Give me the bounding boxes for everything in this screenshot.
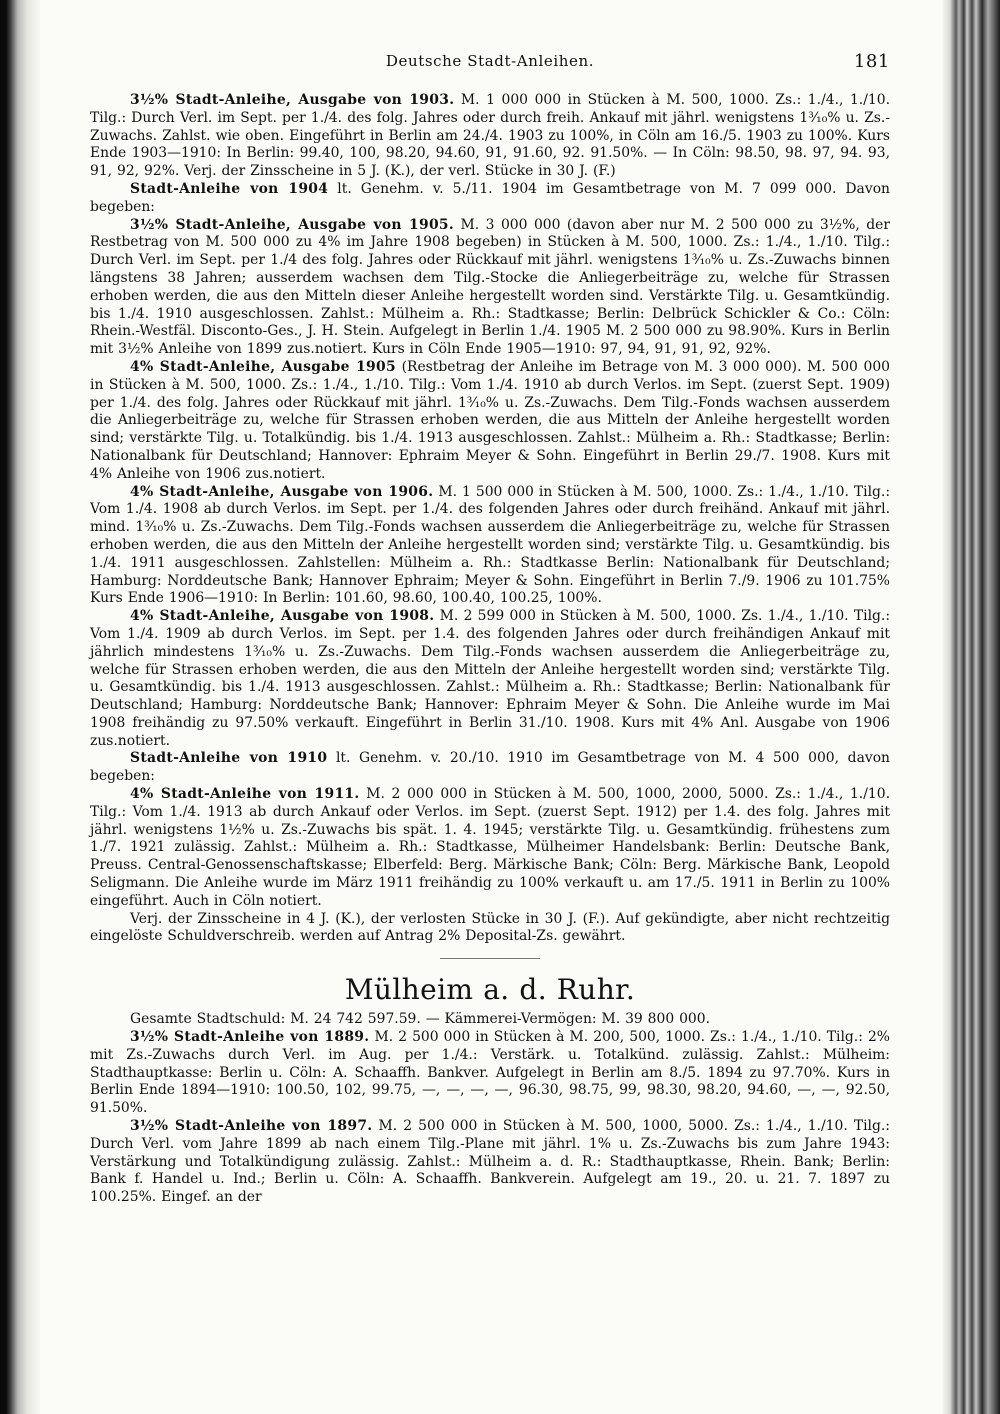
document-body <box>90 92 890 1207</box>
loan-entry <box>90 359 890 484</box>
city-heading <box>90 973 890 1007</box>
loan-entry <box>90 484 890 609</box>
loan-heading: Stadt-Anleihe von 1910 <box>130 750 328 767</box>
loan-text: lt. Genehm. v. 5./11. 1904 im Gesamtbetrage von M. 7 099 000. Davon begeben: <box>90 180 890 215</box>
loan-heading: 3½% Stadt-Anleihe, Ausgabe von 1905. <box>130 216 455 233</box>
city-name: Mülheim <box>344 973 474 1007</box>
loan-note <box>90 911 890 947</box>
loan-heading: 4% Stadt-Anleihe von 1911. <box>130 786 360 803</box>
page-number: 181 <box>853 51 890 72</box>
loan-heading: 4% Stadt-Anleihe, Ausgabe 1905 <box>130 358 396 375</box>
loan-entry <box>90 1029 890 1118</box>
loan-text: (Restbetrag der Anleihe im Betrage von M. 3 000 000). M. 500 000 in Stücken à M. 500, 1000. Zs.: 1./4., 1./10. Tilg.: Vom 1./4. 1910 ab durch Verlos. im Sept. (zuerst Sept. 1909) per 1./4. des folg. Jahres oder Rückkauf mit jährl. 1³⁄₁₀% u. Zs.-Zuwachs. Dem Tilg.-Fonds wachsen ausserdem die Anliegerbeiträge zu, welche für Strassen erhoben werden, die aus Mitteln der Anleihe hergestellt worden sind; verstärkte Tilg. u. Totalkündig. bis 1./4. 1913 ausgeschlossen. Zahlst.: Mülheim a. Rh.: Stadtkasse; Berlin: Nationalbank für Deutschland; Hannover: Ephraim Meyer & Sohn. Eingeführt in Berlin 29./7. 1908. Kurs mit 4% Anleihe von 1906 zus.notiert. <box>90 358 890 482</box>
section-divider <box>440 958 540 959</box>
debt-summary: Gesamte Stadtschuld: M. 24 742 597.59. — Kämmerei-Vermögen: M. 39 800 000. <box>130 1011 711 1028</box>
book-gutter-left <box>0 0 40 1414</box>
loan-heading: 3½% Stadt-Anleihe von 1889. <box>130 1029 370 1046</box>
book-page-edges-right <box>942 0 1000 1414</box>
loan-entry <box>90 786 890 911</box>
loan-entry <box>90 217 890 359</box>
loan-heading: 3½% Stadt-Anleihe von 1897. <box>130 1118 373 1135</box>
loan-entry <box>90 92 890 181</box>
loan-text: M. 1 000 000 in Stücken à M. 500, 1000. Zs.: 1./4., 1./10. Tilg.: Durch Verl. im Sept. per 1./4. des folg. Jahres oder durch freih. Ankauf mit jährl. wenigstens 1³⁄₁₀% u. Zs.-Zuwachs. Zahlst. wie oben. Eingeführt in Berlin am 24./4. 1903 zu 100%, in Cöln am 16./5. 1903 zu 100%. Kurs Ende 1903—1910: In Berlin: 99.40, 100, 98.20, 94.60, 91, 91.60, 92. 91.50%. — In Cöln: 98.50, 98. 97, 94. 93, 91, 92, 92%. Verj. der Zinsscheine in 5 J. (K.), der verl. Stücke in 30 J. (F.) <box>90 92 890 180</box>
loan-entry <box>90 181 890 217</box>
city-suffix: a. d. Ruhr. <box>473 973 636 1007</box>
loan-entry <box>90 750 890 786</box>
loan-heading: 3½% Stadt-Anleihe, Ausgabe von 1903. <box>130 92 455 108</box>
loan-text: M. 1 500 000 in Stücken à M. 500, 1000. Zs.: 1./4., 1./10. Tilg.: Vom 1./4. 1908 ab durch Verlos. im Sept. per 1./4. des folgenden Jahres oder durch freihänd. Ankauf mit jährl. mind. 1³⁄₁₀% u. Zs.-Zuwachs. Dem Tilg.-Fonds wachsen ausserdem die Anliegerbeiträge zu, welche für Strassen erhoben werden, die aus den Mitteln der Anleihe hergestellt worden sind; verstärkte Tilg. u. Gesamtkündig. bis 1./4. 1911 ausgeschlossen. Zahlstellen: Mülheim a. Rh.: Stadtkasse Berlin: Nationalbank für Deutschland; Hamburg: Norddeutsche Bank; Hannover Ephraim; Meyer & Sohn. Eingeführt in Berlin 7./9. 1906 zu 101.75% Kurs Ende 1906—1910: In Berlin: 101.60, 98.60, 100.40, 100.25, 100%. <box>90 483 891 607</box>
loan-heading: 4% Stadt-Anleihe, Ausgabe von 1906. <box>130 483 434 500</box>
loan-text: M. 2 000 000 in Stücken à M. 500, 1000, 2000, 5000. Zs.: 1./4., 1./10. Tilg.: Vom 1./4. 1913 ab durch Ankauf oder Verlos. im Sept. (zuerst Sept. 1912) per 1.4. des folg. Jahres mit jährl. wenigstens 1½% u. Zs.-Zuwachs bis spät. 1. 4. 1945; verstärkte Tilg. u. Gesamtkündig. frühestens zum 1./7. 1921 zulässig. Zahlst.: Mülheim a. Rh.: Stadtkasse, Mülheimer Handelsbank: Berlin: Deutsche Bank, Preuss. Central-Genossenschaftskasse; Elberfeld: Berg. Märkische Bank; Cöln: Berg. Märkische Bank, Leopold Seligmann. Die Anleihe wurde im März 1911 freihändig zu 100% verkauft u. am 17./5. 1911 in Berlin zu 100% eingeführt. Auch in Cöln notiert. <box>90 786 890 909</box>
loan-entry <box>90 1118 890 1207</box>
loan-text: M. 2 500 000 in Stücken à M. 200, 500, 1000. Zs.: 1./4., 1./10. Tilg.: 2% mit Zs.-Zuwachs durch Verl. im Aug. per 1./4.: Verstärk. u. Totalkünd. zulässig. Zahlst.: Mülheim: Stadthauptkasse: Berlin u. Cöln: A. Schaaffh. Bankver. Aufgelegt in Berlin am 8./5. 1894 zu 97.70%. Kurs in Berlin Ende 1894—1910: 100.50, 102, 99.75, —, —, —, —, 96.30, 98.75, 99, 98.30, 98.20, 94.60, —, —, 92.50, 91.50%. <box>90 1029 891 1117</box>
loan-text: M. 2 500 000 in Stücken à M. 500, 1000, 5000. Zs.: 1./4., 1./10. Tilg.: Durch Verl. vom Jahre 1899 ab nach einem Tilg.-Plane mit jährl. 1% u. Zs.-Zuwachs bis zum Jahre 1943: Verstärkung und Totalkündigung zulässig. Zahlst.: Mülheim a. d. R.: Stadthauptkasse, Rhein. Bank; Berlin: Bank f. Handel u. Ind.; Berlin u. Cöln: A. Schaaffh. Bankverein. Aufgelegt am 19., 20. u. 21. 7. 1897 zu 100.25%. Eingef. an der <box>90 1118 890 1206</box>
loan-entry <box>90 608 890 750</box>
page <box>90 52 890 1207</box>
loan-heading: 4% Stadt-Anleihe, Ausgabe von 1908. <box>130 608 435 625</box>
running-title: Deutsche Stadt-Anleihen. <box>385 52 595 70</box>
loan-heading: Stadt-Anleihe von 1904 <box>130 180 329 197</box>
loan-text: M. 2 599 000 in Stücken à M. 500, 1000. Zs. 1./4., 1./10. Tilg.: Vom 1./4. 1909 ab durch Verlos. im Sept. per 1.4. des folgenden Jahres oder durch freihändigen Ankauf mit jährlich mindestens 1³⁄₁₀% u. Zs.-Zuwachs. Dem Tilg.-Fonds wachsen ausserdem die Anliegerbeiträge zu, welche für Strassen erhoben werden, die aus den Mitteln der Anleihe hergestellt worden sind; verstärkte Tilg. u. Gesamtkündig. bis 1./4. 1913 ausgeschlossen. Zahlst.: Mülheim a. Rh.: Stadtkasse; Berlin: Nationalbank für Deutschland; Hamburg: Norddeutsche Bank; Hannover: Ephraim Meyer & Sohn. Die Anleihe wurde im Mai 1908 freihändig zu 97.50% verkauft. Eingeführt in Berlin 31./10. 1908. Kurs mit 4% Anl. Ausgabe von 1906 zus.notiert. <box>90 608 891 749</box>
loan-text: M. 3 000 000 (davon aber nur M. 2 500 000 zu 3½%, der Restbetrag von M. 500 000 zu 4% im Jahre 1908 begeben) in Stücken à M. 500, 1000. Zs.: 1./4., 1./10. Tilg.: Durch Verl. im Sept. per 1./4 des folg. Jahres oder Rückkauf mit jährl. wenigstens 1³⁄₁₀% u. Zs.-Zuwachs binnen längstens 38 Jahren; ausserdem wachsen dem Tilg.-Stocke die Anliegerbeiträge zu, welche für Strassen erhoben werden, die aus den Mitteln dieser Anleihe hergestellt worden sind. Verstärkte Tilg. u. Gesamtkündig. bis 1./4. 1910 ausgeschlossen. Zahlst.: Mülheim a. Rh.: Stadtkasse; Berlin: Delbrück Schickler & Co.: Cöln: Rhein.-Westfäl. Disconto-Ges., J. H. Stein. Aufgelegt in Berlin 1./4. 1905 M. 2 500 000 zu 98.90%. Kurs in Berlin mit 3½% Anleihe von 1899 zus.notiert. Kurs in Cöln Ende 1905—1910: 97, 94, 91, 91, 92, 92%. <box>90 216 890 358</box>
loan-text: lt. Genehm. v. 20./10. 1910 im Gesamtbetrage von M. 4 500 000, davon begeben: <box>90 750 891 785</box>
loan-note-text: Verj. der Zinsscheine in 4 J. (K.), der verlosten Stücke in 30 J. (F.). Auf gekündigte, aber nicht rechtzeitig eingelöste Schuldverschreib. werden auf Antrag 2% Deposital-Zs. gewährt. <box>90 910 890 945</box>
running-header <box>90 52 890 80</box>
